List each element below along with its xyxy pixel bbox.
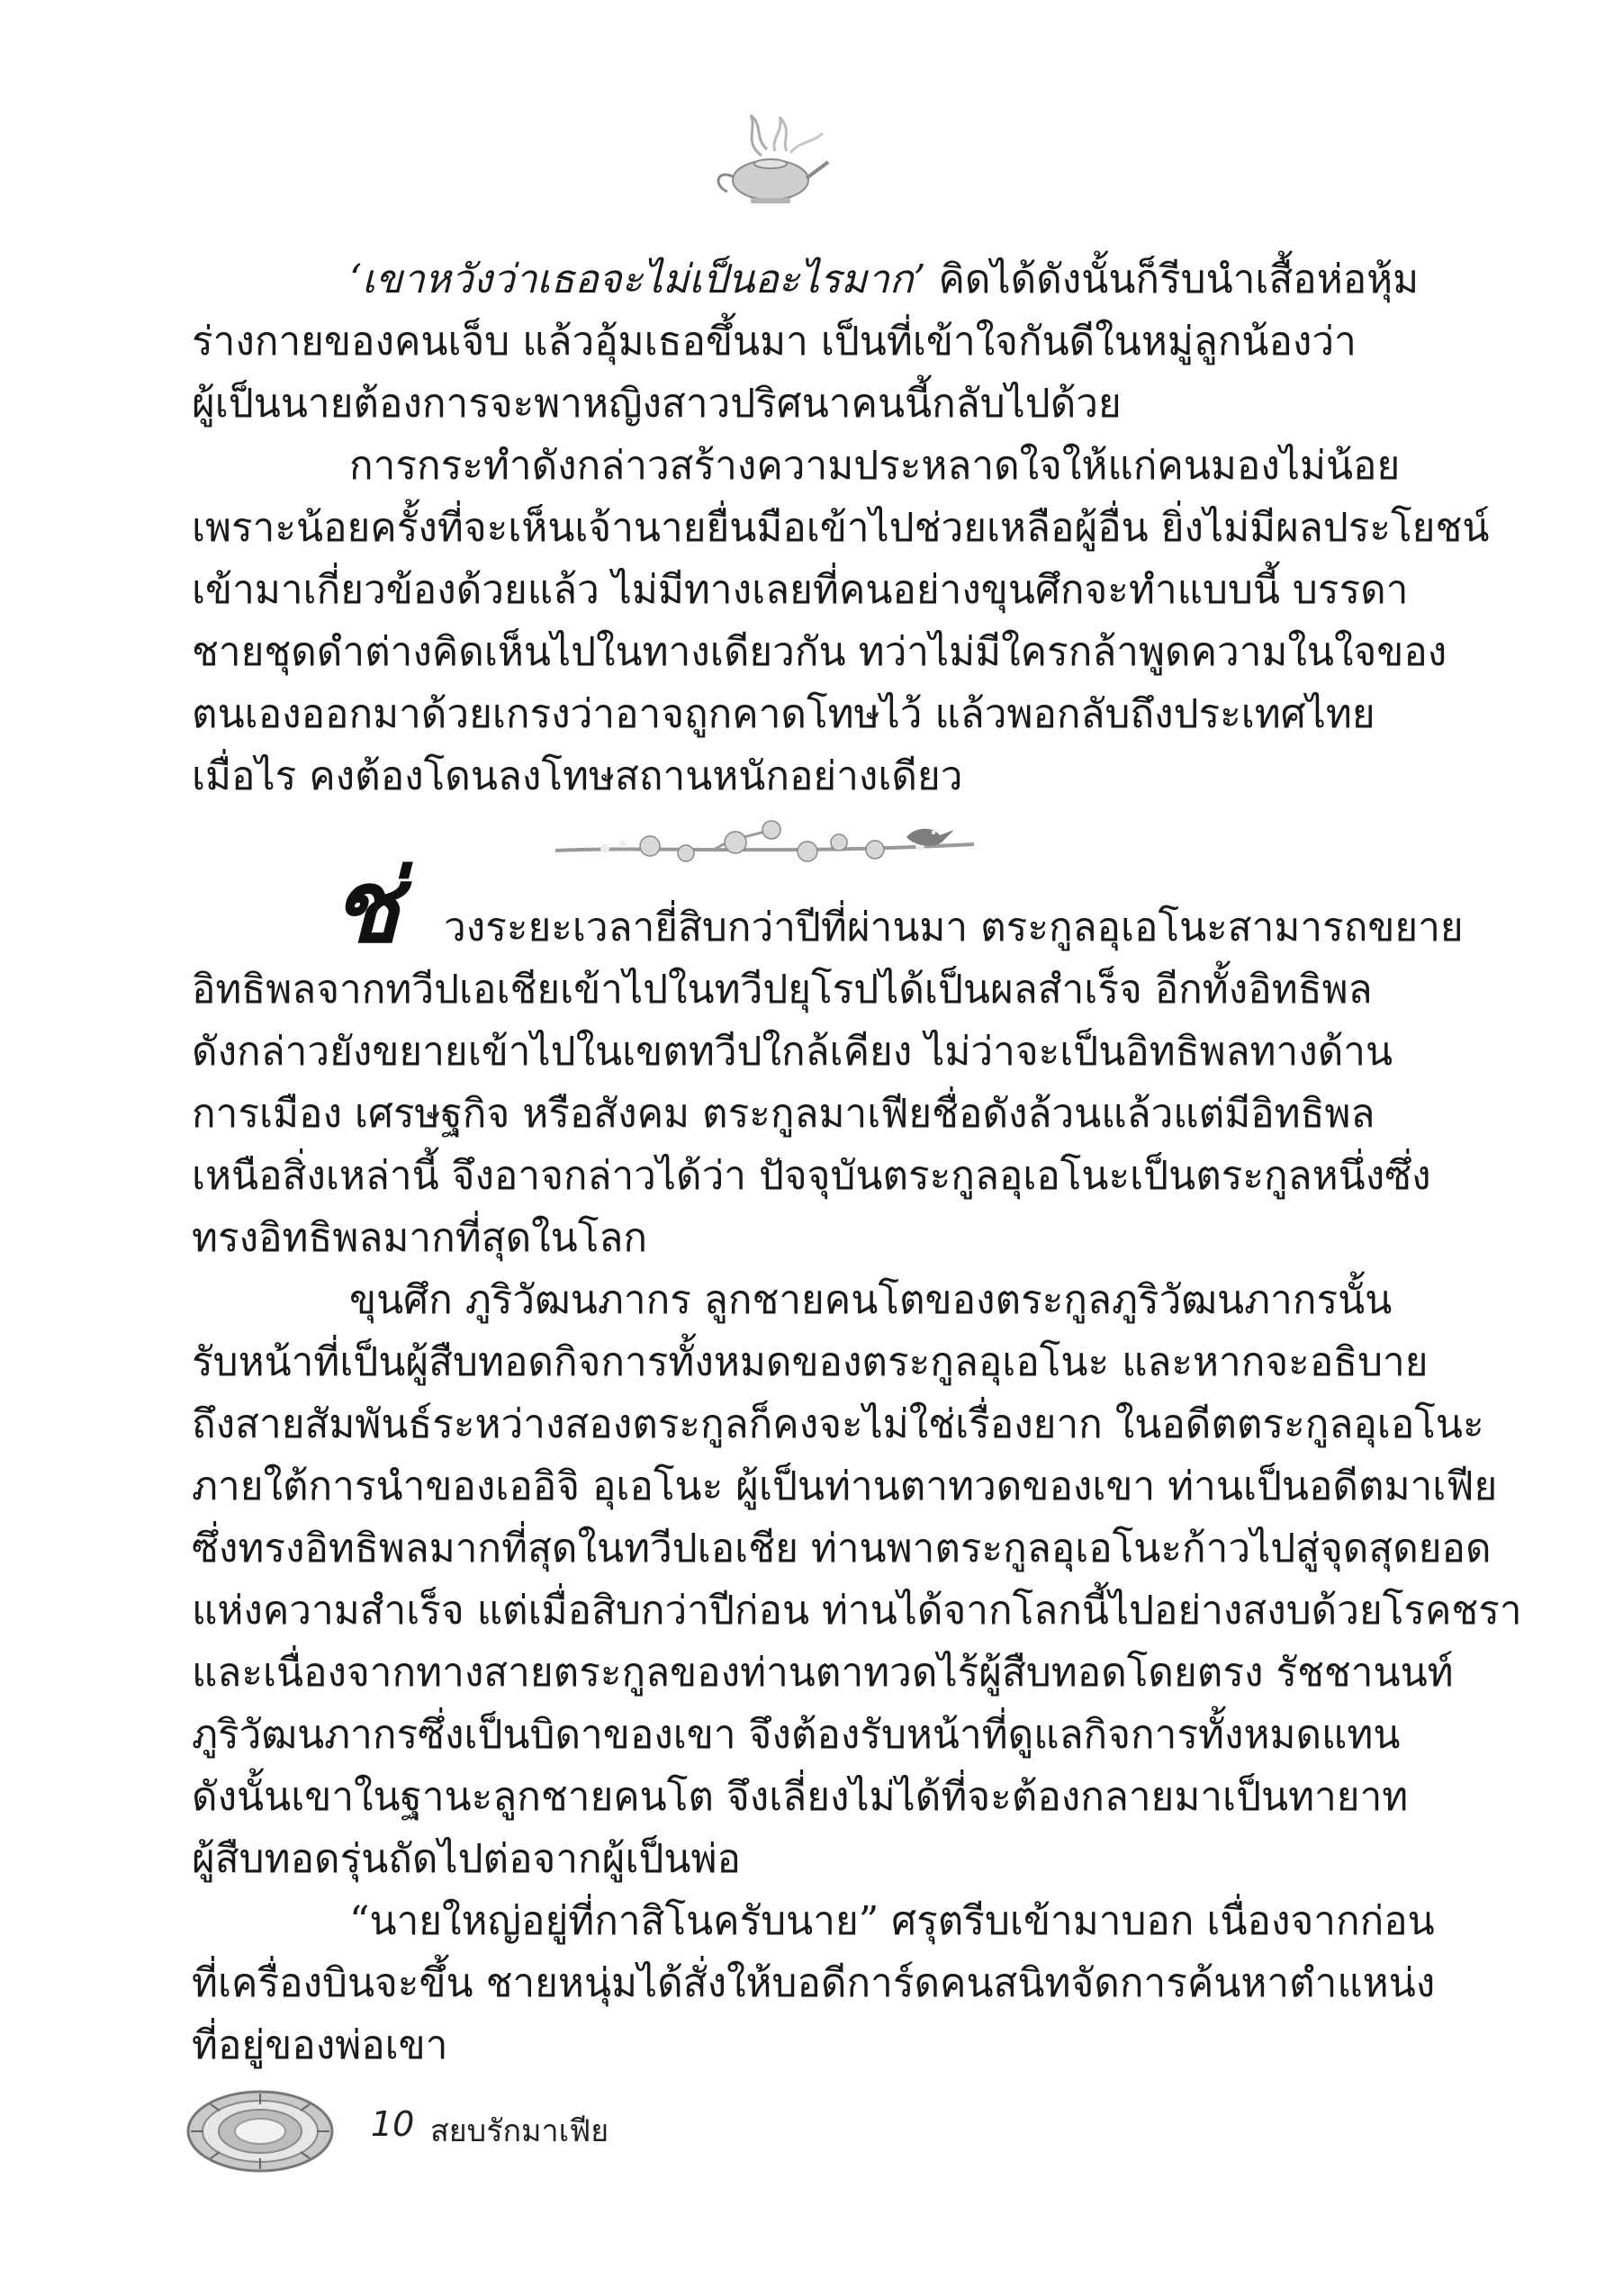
paragraph-3-line-6: ทรงอิทธิพลมากที่สุดในโลก: [192, 1215, 647, 1261]
ornate-dial-emblem-icon: [184, 2086, 337, 2176]
teapot-ornament-icon: [708, 106, 834, 214]
paragraph-2-line-1: การกระทำดังกล่าวสร้างความประหลาดใจให้แก่คนมองไม่น้อย: [349, 443, 1401, 489]
paragraph-2-line-4: ชายชุดดำต่างคิดเห็นไปในทางเดียวกัน ทว่าไม่มีใครกล้าพูดความในใจของ: [192, 629, 1447, 675]
page-number: 10: [371, 2104, 415, 2144]
paragraph-4-line-4: ภายใต้การนำของเออิจิ อุเอโนะ ผู้เป็นท่านตาทวดของเขา ท่านเป็นอดีตมาเฟีย: [192, 1463, 1498, 1509]
paragraph-5-line-1: “นายใหญ่อยู่ที่กาสิโนครับนาย” ศรุตรีบเข้ามาบอก เนื่องจากก่อน: [349, 1898, 1435, 1944]
paragraph-5-line-2: ที่เครื่องบินจะขึ้น ชายหนุ่มได้สั่งให้บอดีการ์ดคนสนิทจัดการค้นหาตำแหน่ง: [192, 1960, 1436, 2006]
paragraph-2-line-3: เข้ามาเกี่ยวข้องด้วยแล้ว ไม่มีทางเลยที่คนอย่างขุนศึกจะทำแบบนี้ บรรดา: [192, 567, 1409, 613]
paragraph-3-line-1: ช่ วงระยะเวลายี่สิบกว่าปีที่ผ่านมา ตระกูลอุเอโนะสามารถขยาย: [331, 848, 1464, 966]
paragraph-4-line-6: แห่งความสำเร็จ แต่เมื่อสิบกว่าปีก่อน ท่านได้จากโลกนี้ไปอย่างสงบด้วยโรคชรา: [192, 1588, 1522, 1634]
paragraph-3-line-5: เหนือสิ่งเหล่านี้ จึงอาจกล่าวได้ว่า ปัจจุบันตระกูลอุเอโนะเป็นตระกูลหนึ่งซึ่ง: [192, 1153, 1431, 1199]
paragraph-4-line-9: ดังนั้นเขาในฐานะลูกชายคนโต จึงเลี่ยงไม่ได้ที่จะต้องกลายมาเป็นทายาท: [192, 1774, 1409, 1820]
paragraph-3-line-4: การเมือง เศรษฐกิจ หรือสังคม ตระกูลมาเฟียชื่อดังล้วนแล้วแต่มีอิทธิพล: [192, 1091, 1375, 1137]
paragraph-4-line-10: ผู้สืบทอดรุ่นถัดไปต่อจากผู้เป็นพ่อ: [192, 1836, 741, 1882]
paragraph-4-line-3: ถึงสายสัมพันธ์ระหว่างสองตระกูลก็คงจะไม่ใช่เรื่องยาก ในอดีตตระกูลอุเอโนะ: [192, 1401, 1484, 1447]
drop-cap: ช่: [331, 848, 401, 966]
inner-thought-quote: ‘เขาหวังว่าเธอจะไม่เป็นอะไรมาก’: [349, 257, 926, 302]
paragraph-1-line-1: ‘เขาหวังว่าเธอจะไม่เป็นอะไรมาก’ คิดได้ดังนั้นก็รีบนำเสื้อห่อหุ้ม: [349, 257, 1420, 302]
paragraph-4-line-1: ขุนศึก ภูริวัฒนภากร ลูกชายคนโตของตระกูลภูริวัฒนภากรนั้น: [349, 1277, 1393, 1323]
paragraph-2-line-6: เมื่อไร คงต้องโดนลงโทษสถานหนักอย่างเดียว: [192, 753, 963, 799]
paragraph-4-line-5: ซึ่งทรงอิทธิพลมากที่สุดในทวีปเอเชีย ท่านพาตระกูลอุเอโนะก้าวไปสู่จุดสุดยอด: [192, 1526, 1492, 1571]
paragraph-1-line-3: ผู้เป็นนายต้องการจะพาหญิงสาวปริศนาคนนี้กลับไปด้วย: [192, 381, 1122, 427]
book-title: สยบรักมาเฟีย: [430, 2113, 609, 2149]
paragraph-1-line-2: ร่างกายของคนเจ็บ แล้วอุ้มเธอขึ้นมา เป็นที่เข้าใจกันดีในหมู่ลูกน้องว่า: [192, 319, 1357, 365]
floral-branch-bird-icon: [551, 810, 983, 873]
paragraph-4-line-8: ภูริวัฒนภากรซึ่งเป็นบิดาของเขา จึงต้องรับหน้าที่ดูแลกิจการทั้งหมดแทน: [192, 1712, 1401, 1758]
paragraph-4-line-7: และเนื่องจากทางสายตระกูลของท่านตาทวดไร้ผู้สืบทอดโดยตรง รัชชานนท์: [192, 1650, 1454, 1696]
paragraph-3-line-2: อิทธิพลจากทวีปเอเชียเข้าไปในทวีปยุโรปได้เป็นผลสำเร็จ อีกทั้งอิทธิพล: [192, 967, 1373, 1013]
paragraph-2-line-5: ตนเองออกมาด้วยเกรงว่าอาจถูกคาดโทษไว้ แล้วพอกลับถึงประเทศไทย: [192, 691, 1375, 737]
paragraph-5-line-3: ที่อยู่ของพ่อเขา: [192, 2022, 448, 2068]
paragraph-3-line-3: ดังกล่าวยังขยายเข้าไปในเขตทวีปใกล้เคียง ไม่ว่าจะเป็นอิทธิพลทางด้าน: [192, 1029, 1393, 1075]
paragraph-2-line-2: เพราะน้อยครั้งที่จะเห็นเจ้านายยื่นมือเข้าไปช่วยเหลือผู้อื่น ยิ่งไม่มีผลประโยชน์: [192, 505, 1490, 551]
text-block-intro: [192, 248, 1490, 807]
paragraph-4-line-2: รับหน้าที่เป็นผู้สืบทอดกิจการทั้งหมดของตระกูลอุเอโนะ และหากจะอธิบาย: [192, 1339, 1429, 1385]
text-block-main: [192, 848, 1522, 2076]
